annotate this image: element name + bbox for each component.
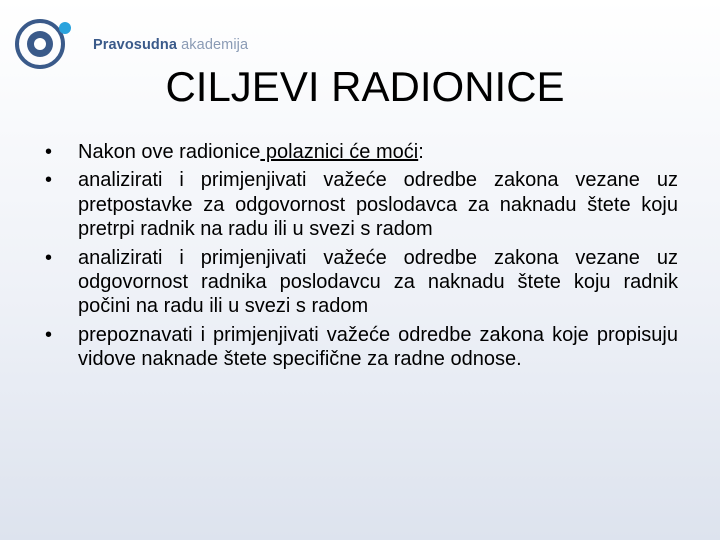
bullet-text: analizirati i primjenjivati važeće odredbe zakona vezane uz pretpostavke za odgovornost poslodavca za naknadu štete koju pretrpi radnik na radu ili u svezi s radom (78, 169, 678, 241)
bullet-text: prepoznavati i primjenjivati važeće odredbe zakona koje propisuju vidove naknade štete specifične za radne odnose. (78, 323, 678, 371)
bullet-marker: • (45, 246, 53, 269)
bullet-marker: • (45, 169, 53, 192)
bullet-text-pre: Nakon ove radionice (78, 141, 261, 163)
bullet-marker: • (45, 323, 53, 346)
bullet-item (40, 140, 678, 164)
bullet-item (40, 168, 678, 241)
bullet-text-post: : (418, 141, 424, 163)
bullet-marker: • (45, 141, 53, 163)
brand-light: akademija (181, 37, 249, 53)
bullet-item (40, 323, 678, 372)
slide-title: CILJEVI RADIONICE (165, 63, 565, 110)
bullet-text: analizirati i primjenjivati važeće odredbe zakona vezane uz odgovornost radnika poslodavcu za naknadu štete koju radnik počini na radu ili u svezi s radom (78, 246, 678, 318)
brand-main: Pravosudna (93, 37, 177, 53)
bullet-item (40, 246, 678, 319)
bullet-text-underlined: polaznici će moći (260, 141, 419, 163)
bullet-list (40, 140, 678, 376)
brand-name (93, 37, 248, 53)
